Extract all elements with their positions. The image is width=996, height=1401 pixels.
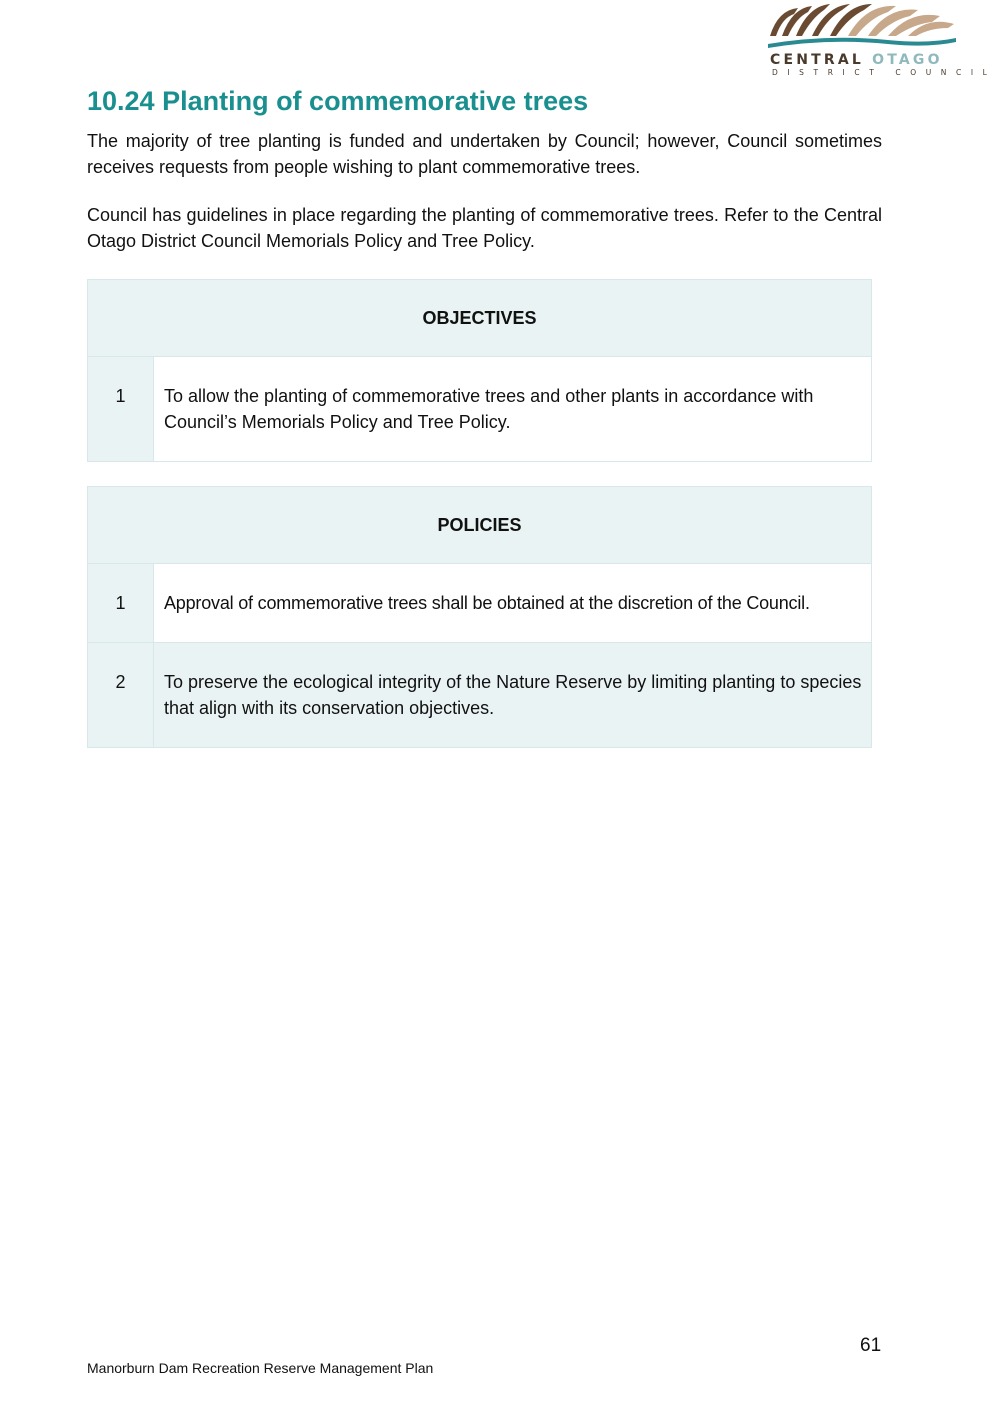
table-row: [88, 643, 872, 748]
objectives-table: [87, 279, 872, 462]
row-text: Approval of commemorative trees shall be obtained at the discretion of the Council.: [154, 564, 872, 643]
policies-table: [87, 486, 872, 748]
table-row: [88, 357, 872, 462]
council-logo: [768, 0, 996, 80]
footer-document-title: Manorburn Dam Recreation Reserve Management Plan: [87, 1360, 434, 1376]
row-number: 1: [88, 564, 154, 643]
row-text: To allow the planting of commemorative trees and other plants in accordance with Council’s Memorials Policy and Tree Policy.: [154, 357, 872, 462]
row-number: 2: [88, 643, 154, 748]
table-row: [88, 564, 872, 643]
policies-header: POLICIES: [88, 487, 872, 564]
logo-word-central: CENTRAL: [770, 52, 865, 68]
section-heading: 10.24 Planting of commemorative trees: [87, 86, 589, 116]
logo-wordmark: [770, 52, 943, 68]
page-number: 61: [860, 1335, 882, 1356]
guidelines-paragraph: Council has guidelines in place regarding the planting of commemorative trees. Refer to the Central Otago District Council Memorials Policy and Tree Policy.: [87, 205, 882, 251]
hills-logo-icon: [768, 0, 956, 52]
objectives-header: OBJECTIVES: [88, 280, 872, 357]
intro-paragraph: The majority of tree planting is funded and undertaken by Council; however, Council sometimes receives requests from people wishing to plant commemorative trees.: [87, 131, 882, 177]
logo-word-otago: OTAGO: [872, 52, 943, 68]
row-number: 1: [88, 357, 154, 462]
row-text: To preserve the ecological integrity of the Nature Reserve by limiting planting to species that align with its conservation objectives.: [154, 643, 872, 748]
logo-subtitle: DISTRICT COUNCIL: [772, 68, 996, 77]
